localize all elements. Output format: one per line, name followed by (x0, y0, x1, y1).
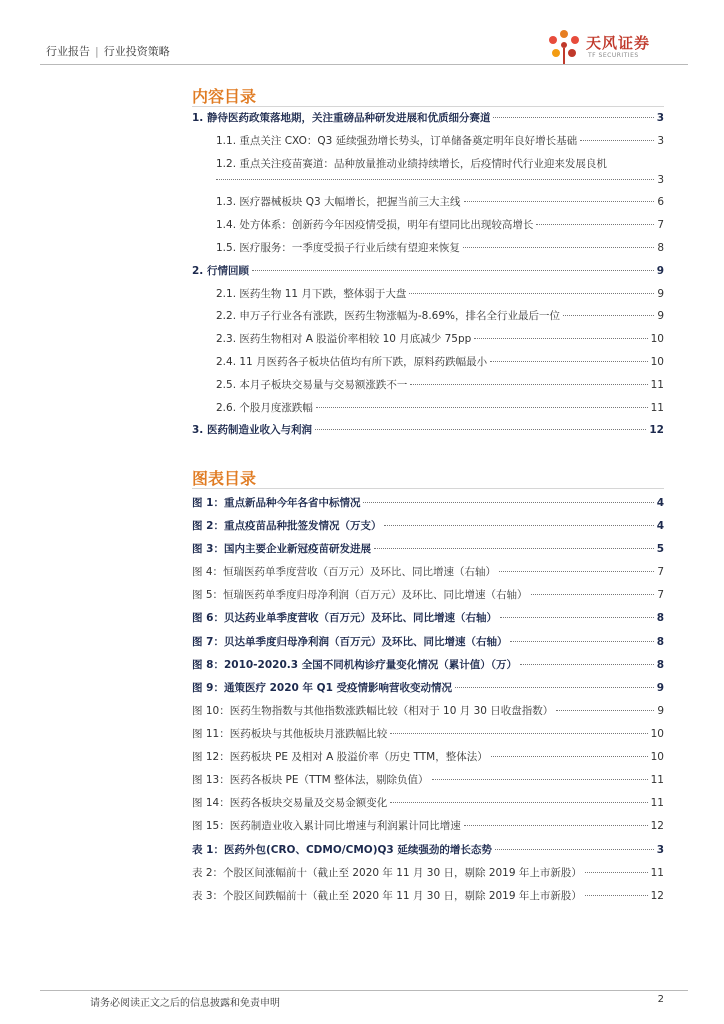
figure-entry-text: 图 3：国内主要企业新冠疫苗研发进展 (192, 543, 371, 556)
header-report-type: 行业报告 (46, 45, 90, 58)
table-entry[interactable] (192, 844, 664, 857)
toc-entry[interactable] (192, 288, 664, 301)
toc-page-number: 12 (649, 424, 664, 437)
toc-entry-text: 2.3. 医药生物相对 A 股溢价率相较 10 月底减少 75pp (216, 333, 472, 346)
toc-entry[interactable] (192, 356, 664, 369)
figure-entry[interactable] (192, 589, 664, 602)
table-entry[interactable] (192, 867, 664, 880)
figure-page-number: 7 (657, 566, 664, 579)
toc-leader-dots (531, 594, 655, 595)
figure-entry-text: 图 11：医药板块与其他板块月涨跌幅比较 (192, 727, 388, 740)
table-entry[interactable] (192, 890, 664, 903)
toc-leader-dots (499, 571, 654, 572)
logo-english-name: TF SECURITIES (588, 52, 639, 59)
figure-entry-text: 图 6：贝达药业单季度营收（百万元）及环比、同比增速（右轴） (192, 612, 497, 625)
table-page-number: 12 (650, 890, 664, 903)
toc-entry-text: 2.2. 申万子行业各有涨跌，医药生物涨幅为-8.69%，排名全行业最后一位 (216, 310, 561, 323)
figure-entry-text: 图 1：重点新品种今年各省中标情况 (192, 497, 361, 509)
toc-entry-text: 1.1. 重点关注 CXO：Q3 延续强劲增长势头，订单储备奠定明年良好增长基础 (216, 134, 578, 147)
figure-page-number: 7 (657, 589, 664, 602)
toc-leader-dots (536, 224, 654, 225)
toc-entry-text: 2.6. 个股月度涨跌幅 (216, 401, 313, 414)
toc-entry[interactable] (192, 424, 664, 437)
toc-leader-dots (556, 710, 654, 711)
toc-entry-text: 1.3. 医疗器械板块 Q3 大幅增长，把握当前三大主线 (216, 196, 461, 209)
toc-title: 内容目录 (192, 87, 257, 106)
toc-leader-dots (463, 247, 654, 248)
toc-page-number: 3 (657, 173, 664, 186)
toc-leader-dots (455, 687, 654, 688)
page-number: 2 (657, 994, 664, 1005)
figure-entry[interactable] (192, 497, 664, 510)
page-header (40, 34, 690, 64)
toc-entry-text: 2.1. 医药生物 11 月下跌，整体弱于大盘 (216, 287, 407, 300)
toc-leader-dots (491, 756, 648, 757)
toc-page-number: 7 (657, 219, 664, 232)
figure-page-number: 8 (656, 635, 664, 648)
toc-leader-dots (464, 201, 655, 202)
figure-entry-text: 图 15：医药制造业收入累计同比增速与利润累计同比增速 (192, 820, 461, 833)
toc-leader-dots (363, 502, 653, 503)
figure-entry-text: 图 8：2010-2020.3 全国不同机构诊疗量变化情况（累计值）（万） (192, 658, 517, 671)
figure-entry-text: 图 10：医药生物指数与其他指数涨跌幅比较（相对于 10 月 30 日收盘指数） (192, 704, 554, 717)
figure-entry-text: 图 5：恒瑞医药单季度归母净利润（百万元）及环比、同比增速（右轴） (192, 589, 528, 602)
toc-leader-dots (585, 872, 648, 873)
header-report-subtype: 行业投资策略 (103, 45, 170, 58)
figure-page-number: 11 (650, 797, 664, 810)
figure-entry-text: 图 9：通策医疗 2020 年 Q1 受疫情影响营收变动情况 (192, 681, 453, 694)
figure-page-number: 10 (650, 727, 664, 740)
figure-page-number: 4 (656, 497, 664, 509)
figure-page-number: 12 (650, 820, 664, 833)
toc-leader-dots (390, 802, 647, 803)
toc-entry[interactable] (192, 265, 664, 278)
table-entry-text: 表 1：医药外包(CRO、CDMO/CMO)Q3 延续强劲的增长态势 (192, 844, 492, 856)
figure-entry-text: 图 4：恒瑞医药单季度营收（百万元）及环比、同比增速（右轴） (192, 566, 497, 579)
figures-toc-title: 图表目录 (192, 469, 257, 488)
toc-page-number: 8 (657, 241, 664, 254)
toc-page-number: 6 (657, 196, 664, 209)
toc-leader-dots (500, 617, 654, 618)
table-page-number: 11 (650, 867, 664, 880)
header-category (46, 43, 170, 59)
toc-leader-dots (520, 664, 654, 665)
toc-entry-text: 1.5. 医疗服务：一季度受损子行业后续有望迎来恢复 (216, 241, 460, 254)
toc-leader-dots (493, 117, 653, 118)
toc-entry[interactable] (192, 219, 664, 232)
toc-page-number: 10 (650, 333, 664, 346)
figure-entry[interactable] (192, 728, 664, 741)
figure-page-number: 9 (657, 704, 664, 717)
figures-list (192, 497, 664, 843)
toc-leader-dots (410, 384, 647, 385)
toc-entry-text: 2.4. 11 月医药各子板块估值均有所下跌，原料药跌幅最小 (216, 355, 488, 368)
figure-entry[interactable] (192, 820, 664, 833)
figure-entry[interactable] (192, 520, 664, 533)
toc-leader-dots (374, 548, 654, 549)
toc-leader-dots (315, 429, 646, 430)
figure-entry[interactable] (192, 612, 664, 625)
toc-entry-text: 2. 行情回顾 (192, 264, 249, 277)
figure-entry[interactable] (192, 751, 664, 764)
figure-page-number: 8 (656, 658, 664, 671)
toc-title-divider (192, 106, 664, 107)
logo-flower-icon (544, 26, 584, 66)
toc-leader-dots (252, 270, 654, 271)
toc-entry[interactable] (192, 402, 664, 415)
toc-entry[interactable] (192, 333, 664, 346)
footer-disclaimer: 请务必阅读正文之后的信息披露和免责申明 (90, 998, 280, 1009)
toc-leader-dots (563, 315, 654, 316)
figure-entry-text: 图 13：医药各板块 PE（TTM 整体法，剔除负值） (192, 774, 429, 787)
figure-entry[interactable] (192, 797, 664, 810)
toc-entry-text: 3. 医药制造业收入与利润 (192, 424, 312, 437)
toc-page-number: 3 (657, 134, 664, 147)
figure-entry-text: 图 7：贝达单季度归母净利润（百万元）及环比、同比增速（右轴） (192, 635, 508, 648)
table-of-contents (192, 112, 664, 447)
toc-leader-dots (474, 338, 647, 339)
table-entry-text: 表 2：个股区间涨幅前十（截止至 2020 年 11 月 30 日，剔除 2019 年上市新股） (192, 867, 582, 880)
toc-page-number: 9 (656, 264, 664, 277)
toc-leader-dots (216, 179, 654, 180)
figure-entry[interactable] (192, 705, 664, 718)
header-separator: | (95, 45, 99, 58)
figure-entry[interactable] (192, 566, 664, 579)
toc-entry[interactable] (192, 112, 664, 125)
toc-entry[interactable] (192, 135, 664, 148)
figure-page-number: 11 (650, 774, 664, 787)
table-page-number: 3 (656, 844, 664, 856)
toc-page-number: 11 (650, 401, 664, 414)
tables-list (192, 844, 664, 913)
toc-leader-dots (390, 733, 647, 734)
figure-page-number: 10 (650, 751, 664, 764)
figure-page-number: 8 (656, 612, 664, 625)
toc-leader-dots (495, 849, 654, 850)
footer-divider (40, 990, 688, 991)
toc-entry-text: 1.4. 处方体系：创新药今年因疫情受损，明年有望同比出现较高增长 (216, 219, 534, 232)
figure-entry[interactable] (192, 774, 664, 787)
figure-page-number: 5 (656, 543, 664, 556)
toc-page-number: 11 (650, 378, 664, 391)
toc-entry-text: 1.2. 重点关注疫苗赛道：品种放量推动业绩持续增长，后疫情时代行业迎来发展良机 (216, 157, 607, 170)
figure-entry[interactable] (192, 659, 664, 672)
toc-leader-dots (384, 525, 653, 526)
figure-entry-text: 图 14：医药各板块交易量及交易金额变化 (192, 797, 388, 810)
toc-page-number: 9 (657, 310, 664, 323)
logo-chinese-name: 天风证券 (586, 34, 651, 52)
table-entry-text: 表 3：个股区间跌幅前十（截止至 2020 年 11 月 30 日，剔除 2019 年上市新股） (192, 890, 582, 903)
toc-page-number: 9 (657, 287, 664, 300)
toc-leader-dots (490, 361, 648, 362)
figure-entry[interactable] (192, 543, 664, 556)
toc-entry[interactable] (192, 158, 664, 187)
figure-entry[interactable] (192, 636, 664, 649)
toc-page-number: 10 (650, 355, 664, 368)
toc-entry-text: 1. 静待医药政策落地期，关注重磅品种研发进展和优质细分赛道 (192, 112, 491, 124)
toc-leader-dots (585, 895, 648, 896)
toc-leader-dots (464, 825, 648, 826)
toc-entry[interactable] (192, 310, 664, 323)
toc-leader-dots (580, 140, 654, 141)
figure-entry-text: 图 2：重点疫苗品种批签发情况（万支） (192, 520, 382, 533)
toc-leader-dots (409, 293, 654, 294)
toc-page-number: 3 (656, 112, 664, 124)
toc-leader-dots (432, 779, 648, 780)
figure-entry[interactable] (192, 682, 664, 695)
toc-entry[interactable] (192, 196, 664, 209)
figure-entry-text: 图 12：医药板块 PE 及相对 A 股溢价率（历史 TTM，整体法） (192, 751, 488, 764)
figure-page-number: 9 (656, 681, 664, 694)
toc-leader-dots (510, 641, 653, 642)
toc-leader-dots (316, 407, 648, 408)
toc-entry[interactable] (192, 379, 664, 392)
figure-page-number: 4 (656, 520, 664, 533)
figures-title-divider (192, 488, 664, 489)
company-logo (544, 26, 674, 70)
toc-entry-text: 2.5. 本月子板块交易量与交易额涨跌不一 (216, 378, 408, 391)
toc-entry[interactable] (192, 242, 664, 255)
